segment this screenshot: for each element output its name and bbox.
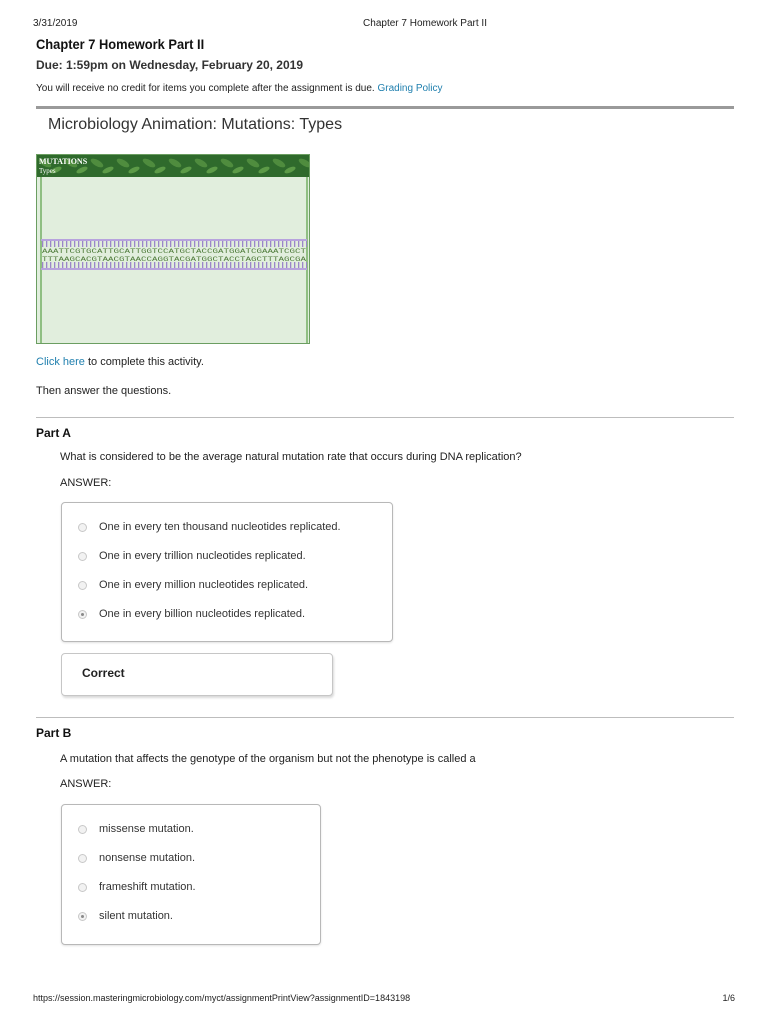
radio-button[interactable] [78, 581, 87, 590]
part-a-question: What is considered to be the average natural mutation rate that occurs during DNA replication? [60, 451, 522, 463]
feedback-text: Correct [82, 666, 125, 680]
option-label: missense mutation. [99, 823, 194, 835]
option-label: silent mutation. [99, 910, 173, 922]
grading-policy-link[interactable]: Grading Policy [377, 83, 443, 94]
option-label: One in every million nucleotides replicated. [99, 579, 309, 591]
radio-button-selected[interactable] [78, 912, 87, 921]
option-label: One in every billion nucleotides replicated. [99, 608, 306, 620]
banner-subtitle: Types [39, 167, 56, 175]
header-divider [36, 106, 734, 109]
part-b-options [61, 804, 321, 945]
print-date: 3/31/2019 [33, 18, 78, 29]
activity-instruction-text: to complete this activity. [84, 356, 204, 368]
part-a-option[interactable] [78, 608, 305, 620]
part-a-feedback [61, 653, 333, 696]
part-b-answer-label: ANSWER: [60, 778, 112, 790]
part-a-title: Part A [36, 426, 71, 440]
part-b-option[interactable] [78, 881, 196, 893]
activity-instruction [36, 356, 204, 368]
late-notice-text: You will receive no credit for items you complete after the assignment is due. [36, 83, 375, 94]
click-here-link[interactable]: Click here [36, 356, 85, 368]
dna-top-strand: AAATTCGTGCATTGCATTGGTCCATGCTACCGATGGATCGAAATCGCT [42, 248, 307, 255]
radio-button[interactable] [78, 523, 87, 532]
part-b-option[interactable] [78, 823, 194, 835]
part-a-answer-label: ANSWER: [60, 477, 112, 489]
option-label: nonsense mutation. [99, 852, 196, 864]
part-a-option[interactable] [78, 550, 306, 562]
activity-title: Microbiology Animation: Mutations: Types [48, 116, 343, 133]
part-b-divider [36, 717, 734, 718]
assignment-title: Chapter 7 Homework Part II [36, 36, 205, 52]
part-b-option[interactable] [78, 910, 173, 922]
part-a-options [61, 502, 393, 642]
dna-illustration [37, 155, 310, 344]
part-a-option[interactable] [78, 579, 308, 591]
page-number: 1/6 [722, 993, 735, 1003]
part-b-option[interactable] [78, 852, 195, 864]
option-label: frameshift mutation. [99, 881, 196, 893]
banner-title: MUTATIONS [39, 157, 88, 166]
radio-button[interactable] [78, 552, 87, 561]
radio-button[interactable] [78, 825, 87, 834]
radio-button[interactable] [78, 883, 87, 892]
radio-button[interactable] [78, 854, 87, 863]
radio-button-selected[interactable] [78, 610, 87, 619]
part-a-divider [36, 417, 734, 418]
part-b-title: Part B [36, 726, 72, 740]
footer-url: https://session.masteringmicrobiology.com/myct/assignmentPrintView?assignmentID=1843198 [33, 993, 411, 1003]
part-b-question: A mutation that affects the genotype of the organism but not the phenotype is called a [60, 753, 476, 765]
late-notice [36, 83, 443, 94]
dna-bottom-strand: TTTAAGCACGTAACGTAACCAGGTACGATGGCTACCTAGCTTTAGCGA [42, 256, 307, 263]
option-label: One in every trillion nucleotides replicated. [99, 550, 306, 562]
animation-thumbnail[interactable] [36, 154, 310, 344]
print-title: Chapter 7 Homework Part II [363, 18, 487, 29]
then-answer-text: Then answer the questions. [36, 385, 172, 397]
option-label: One in every ten thousand nucleotides replicated. [99, 521, 341, 533]
part-a-option[interactable] [78, 521, 341, 533]
due-date: Due: 1:59pm on Wednesday, February 20, 2019 [36, 58, 303, 72]
